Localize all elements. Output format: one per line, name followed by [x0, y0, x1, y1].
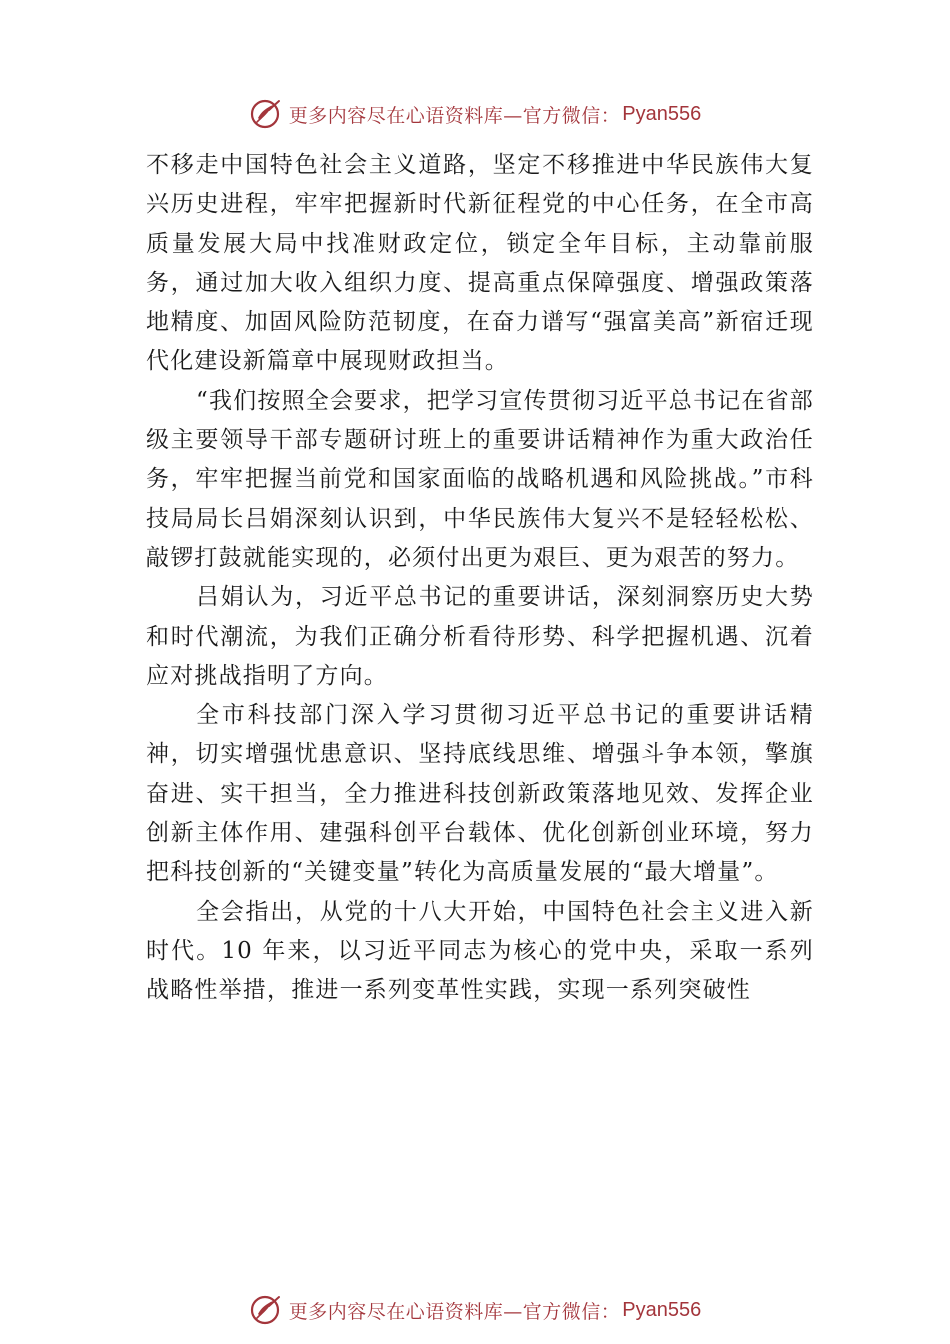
paragraph-2: “我们按照全会要求，把学习宣传贯彻习近平总书记在省部级主要领导干部专题研讨班上的重要讲话精神作为重大政治任务，牢牢把握当前党和国家面临的战略机遇和风险挑战。”市科技局局长吕娟深刻认识到，中华民族伟大复兴不是轻轻松松、敲锣打鼓就能实现的，必须付出更为艰巨、更为艰苦的努力。 — [146, 387, 814, 571]
paragraph-3: 吕娟认为，习近平总书记的重要讲话，深刻洞察历史大势和时代潮流，为我们正确分析看待形势、科学把握机遇、沉着应对挑战指明了方向。 — [146, 584, 814, 689]
header-banner — [0, 94, 950, 134]
quill-logo-icon — [249, 97, 283, 131]
footer-wechat-id: Pyan556 — [622, 1298, 702, 1321]
paragraph-4: 全市科技部门深入学习贯彻习近平总书记的重要讲话精神，切实增强忧患意识、坚持底线思维、增强斗争本领，擎旗奋进、实干担当，全力推进科技创新政策落地见效、发挥企业创新主体作用、建强科创平台载体、优化创新创业环境，努力把科技创新的“关键变量”转化为高质量发展的“最大增量”。 — [146, 702, 814, 886]
article-body — [146, 146, 814, 1011]
quill-logo-icon — [249, 1293, 283, 1327]
paragraph-1: 不移走中国特色社会主义道路，坚定不移推进中华民族伟大复兴历史进程，牢牢把握新时代新征程党的中心任务，在全市高质量发展大局中找准财政定位，锁定全年目标，主动靠前服务，通过加大收入组织力度、提高重点保障强度、增强政策落地精度、加固风险防范韧度，在奋力谱写“强富美高”新宿迁现代化建设新篇章中展现财政担当。 — [146, 152, 814, 375]
header-banner-text: 更多内容尽在心语资料库—官方微信： — [288, 104, 621, 127]
header-wechat-id: Pyan556 — [622, 102, 702, 125]
footer-banner — [0, 1290, 950, 1330]
footer-banner-text: 更多内容尽在心语资料库—官方微信： — [288, 1300, 621, 1323]
paragraph-5: 全会指出，从党的十八大开始，中国特色社会主义进入新时代。10 年来，以习近平同志为核心的党中央，采取一系列战略性举措，推进一系列变革性实践，实现一系列突破性 — [146, 898, 814, 1004]
